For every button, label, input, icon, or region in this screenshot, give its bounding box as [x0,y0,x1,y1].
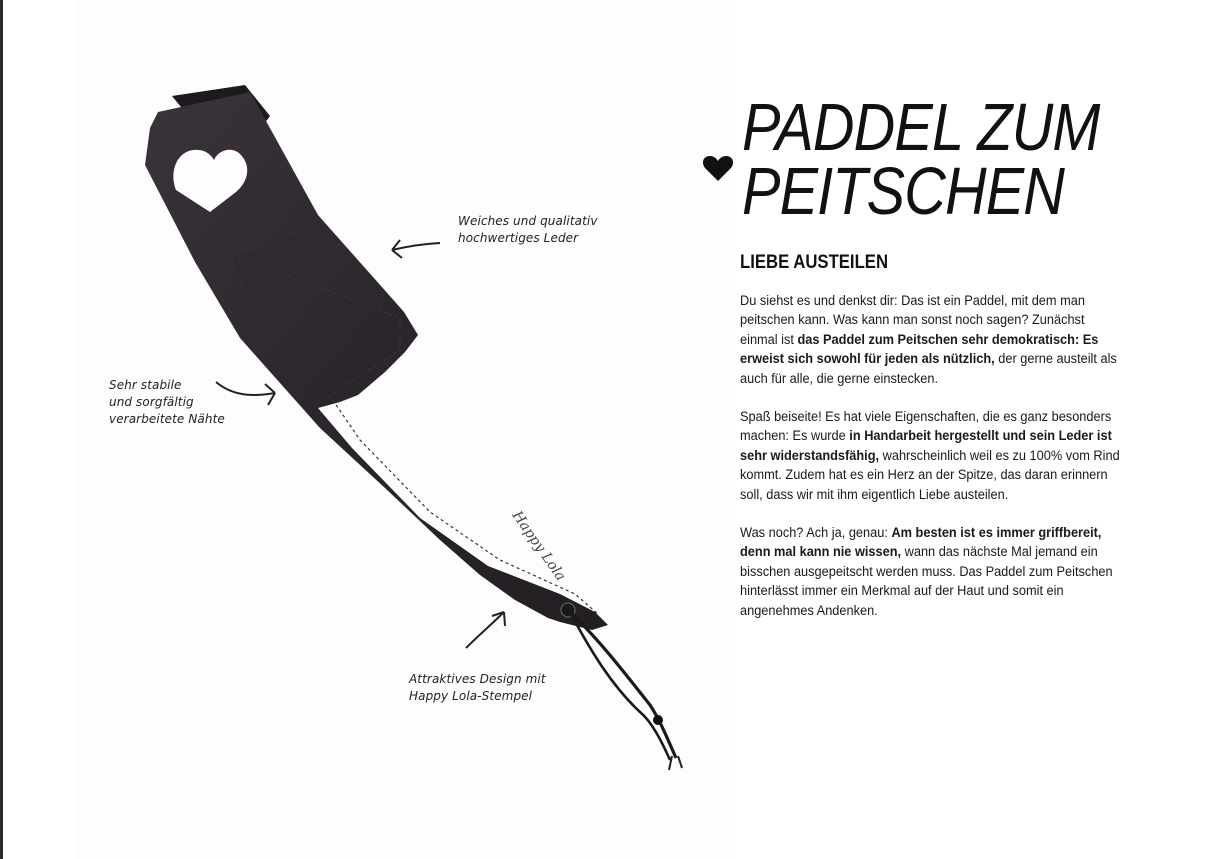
arrow-leather [392,240,440,258]
emphasis-text: Am besten ist es immer griffbereit, denn mal kann nie wissen, [740,525,1102,561]
paragraph [740,524,1123,621]
body-text-run: Du siehst es und denkst dir: Das ist ein Paddel, mit dem man peitschen kann. Was kann man sonst noch sagen? Zunächst einmal ist [740,293,1085,348]
body-text-run: wahrscheinlich weil es zu 100% vom Rind kommt. Zudem hat es ein Herz an der Spitze, das daran erinnern soll, dass wir mit ihm eigentlich Liebe austeilen. [740,447,1120,503]
arrow-stamp [466,612,505,648]
body-text-run: der gerne austeilt als auch für alle, die gerne einstecken. [740,351,1117,387]
svg-text:Happy Lola: Happy Lola [508,508,569,584]
emphasis-text: in Handarbeit hergestellt und sein Leder ist sehr widerstandsfähig, [740,428,1112,464]
body-text-run: Was noch? Ach ja, genau: [740,525,892,542]
paragraph [740,408,1123,505]
description-text [740,292,1123,640]
heart-icon [702,154,734,182]
section-subtitle: LIEBE AUSTEILEN [740,252,889,273]
body-text-run: wann das nächste Mal jemand ein bisschen ausgepeitscht werden muss. Das Paddel zum Peitschen hinterlässt immer ein Merkmal auf der Haut und somit ein angenehmes Andenken. [740,544,1113,619]
paragraph [740,292,1123,389]
annotation-seams: Sehr stabile und sorgfältig verarbeitete Nähte [109,378,225,426]
emphasis-text: das Paddel zum Peitschen sehr demokratisch: Es erweist sich sowohl für jeden als nützlich, [740,331,1099,368]
annotation-stamp: Attraktives Design mit Happy Lola-Stempel [409,672,546,703]
body-text-run: Spaß beiseite! Es hat viele Eigenschaften, die es ganz besonders machen: Es wurde [740,409,1112,445]
page-title: PADDEL ZUM PEITSCHEN [742,90,1100,229]
annotation-leather: Weiches und qualitativ hochwertiges Leder [458,214,598,245]
